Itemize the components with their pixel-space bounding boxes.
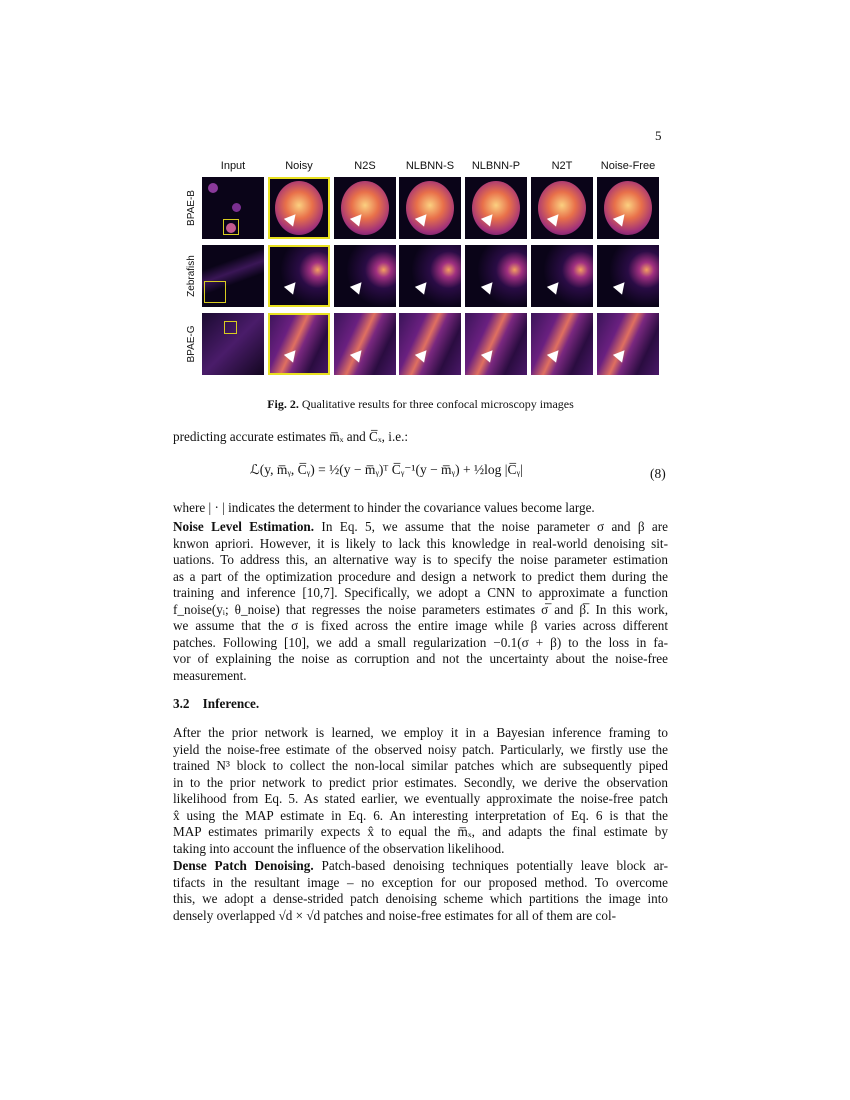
line-text: tifacts in the resultant image – no exception for our proposed method. To overcome [173,874,668,890]
text-line [173,758,668,774]
figure-caption [173,397,668,412]
text-line [173,519,668,535]
row-label: Zebrafish [186,255,197,297]
line-text: densely overlapped √d × √d patches and noise-free estimates for all of them are col- [173,907,617,923]
image-panel [399,313,461,375]
caption-text: Qualitative results for three confocal microscopy images [301,397,574,411]
text-line [173,552,668,568]
line-text: measurement. [173,667,247,683]
column-label: N2S [354,160,376,172]
line-text: trained N³ block to collect the non-local similar patches which are subsequently piped [173,758,668,773]
arrowhead-icon [350,346,366,362]
text-line [173,618,668,634]
arrowhead-icon [481,346,497,362]
arrowhead-icon [547,278,563,294]
line-text: this, we adopt a dense-strided patch denoising scheme which partitions the image into [173,891,668,906]
page-number: 5 [655,128,662,143]
text-line [173,791,668,807]
image-panel [531,245,593,307]
line-text: yield the noise-free estimate of the observed noisy patch. Particularly, we firstly use the [173,741,668,757]
line-text: training and inference [10,7]. Specifically, we adopt a CNN to approximate a function [173,585,668,600]
image-panel [202,313,264,375]
line-text: MAP estimates primarily expects x̂ to equal the m̅ₓ, and adapts the final estimate by [173,824,668,839]
section-heading [173,696,259,712]
line-text: f_noise(yᵢ; θ_noise) that regresses the noise parameters estimates σ̅ and β̅. In this work, [173,601,668,617]
row-label: BPAE-B [186,190,197,226]
section-number: 3.2 [173,696,190,711]
line-text: likelihood from Eq. 5. As stated earlier, we eventually approximate the noise-free patch [173,791,668,806]
equation-8: ℒ(y, m̅ᵧ, C̅ᵧ) = ½(y − m̅ᵧ)ᵀ C̅ᵧ⁻¹(y − m̅ᵧ) + ½log |C̅ᵧ| [250,462,523,477]
line-text: vor of explaining the noise as corruption and not the uncertainty about the noise-free [173,651,668,666]
image-panel [465,313,527,375]
image-panel [465,177,527,239]
text-line [173,808,668,824]
text-line [173,569,668,585]
image-panel [465,245,527,307]
image-panel [399,177,461,239]
column-label: Noisy [285,160,313,172]
text-line [173,908,668,924]
image-panel [268,177,330,239]
line-text: x̂ using the MAP estimate in Eq. 6. An interesting interpretation of Eq. 6 is that the [173,807,668,823]
column-label: NLBNN-P [471,160,521,172]
image-panel [268,313,330,375]
arrowhead-icon [613,346,629,362]
column-label: NLBNN-S [405,160,455,172]
section-title: Inference. [202,696,260,711]
arrowhead-icon [284,346,300,362]
line-text: In Eq. 5, we assume that the noise parameter σ and β are [314,519,668,534]
text-line [173,824,668,840]
text-line [173,602,668,618]
text-line [173,585,668,601]
text-line [173,651,668,667]
image-panel [334,313,396,375]
arrowhead-icon [481,278,497,294]
text-line [173,668,668,684]
line-text: in to the prior network to predict prior estimates. Secondly, we derive the observation [173,774,668,790]
column-label: Noise-Free [600,160,656,172]
arrowhead-icon [613,278,629,294]
intro-line: predicting accurate estimates m̅ₓ and C̅ₓ, i.e.: [173,429,409,444]
equation-number: (8) [650,466,666,481]
image-panel [202,245,264,307]
text-line [173,742,668,758]
text-line [173,858,668,874]
figure-2 [180,158,670,383]
arrowhead-icon [415,278,431,294]
arrowhead-icon [350,278,366,294]
where-line: where | · | indicates the determent to hinder the covariance values become large. [173,500,595,515]
paragraph-heading: Dense Patch Denoising. [173,858,314,873]
image-panel [268,245,330,307]
text-line [173,841,668,857]
image-panel [531,313,593,375]
image-panel [597,313,659,375]
text-line [173,536,668,552]
image-panel [399,245,461,307]
image-panel [334,177,396,239]
text-line [173,775,668,791]
line-text: Patch-based denoising techniques potentially leave block ar- [313,858,668,873]
image-panel [597,245,659,307]
arrowhead-icon [547,346,563,362]
line-text: we assume that the σ is fixed across the entire image while β varies across different [173,618,668,633]
paragraph-heading: Noise Level Estimation. [173,519,315,534]
line-text: After the prior network is learned, we employ it in a Bayesian inference framing to [173,725,668,740]
image-panel [334,245,396,307]
arrowhead-icon [415,346,431,362]
text-line [173,891,668,907]
text-line [173,875,668,891]
line-text: as a part of the optimization procedure and design a network to predict them during the [173,568,668,584]
column-label: N2T [551,160,573,172]
image-panel [202,177,264,239]
column-label: Input [220,160,246,172]
image-panel [597,177,659,239]
line-text: taking into account the influence of the observation likelihood. [173,840,505,856]
row-label: BPAE-G [186,325,197,363]
caption-label: Fig. 2. [267,397,299,411]
text-line [173,635,668,651]
line-text: patches. Following [10], we add a small regularization −0.1(σ + β) to the loss in fa- [173,634,668,650]
image-panel [531,177,593,239]
arrowhead-icon [284,278,300,294]
text-line [173,725,668,741]
line-text: uations. To address this, an alternative way is to specify the noise parameter estimation [173,552,668,567]
line-text: knwon apriori. However, it is likely to lack this knowledge in real-world denoising sit- [173,535,668,551]
